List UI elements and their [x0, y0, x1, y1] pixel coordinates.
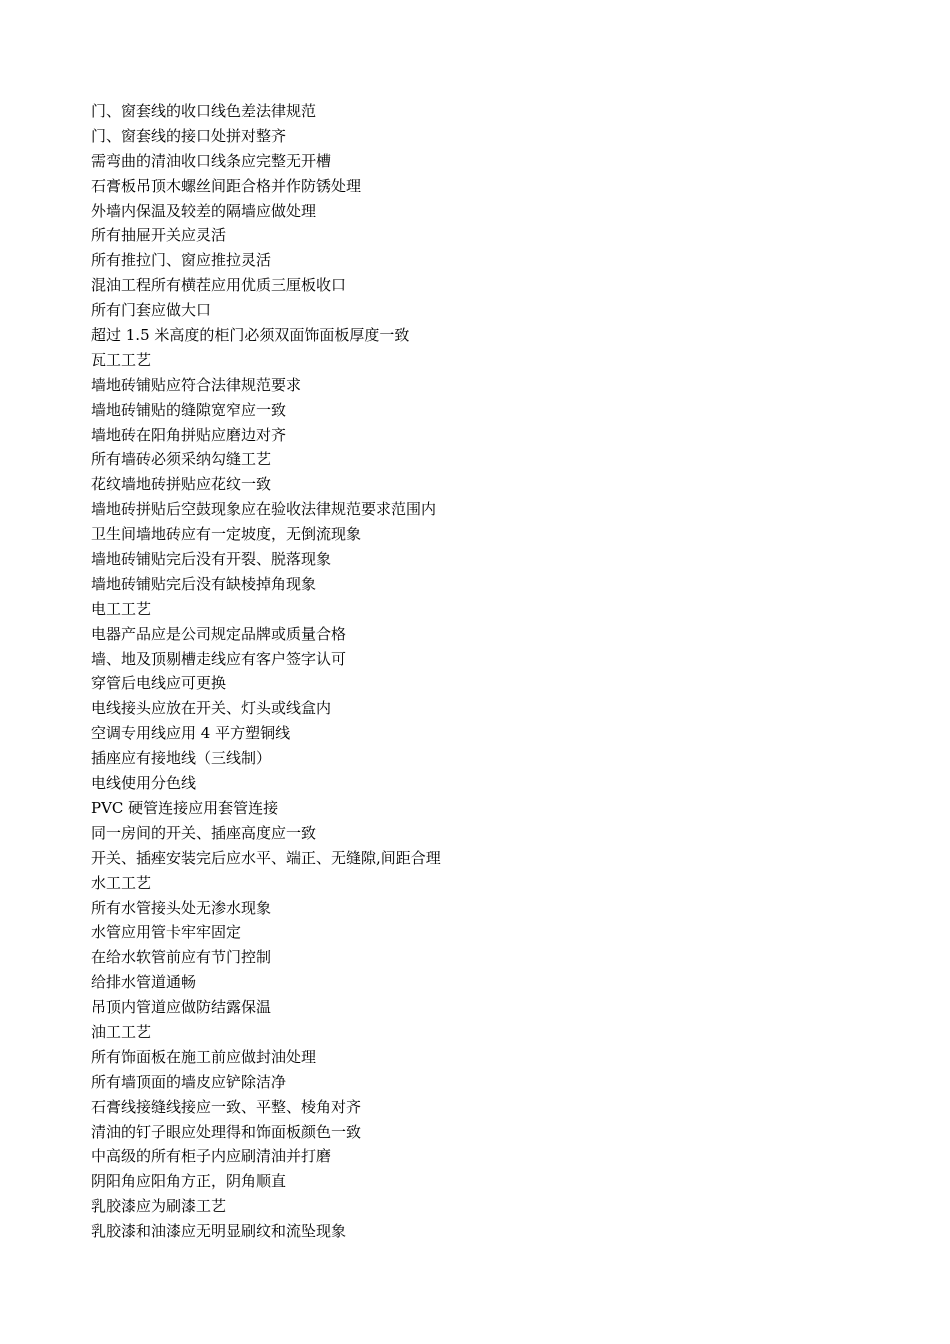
text-line: 墙地砖铺贴的缝隙宽窄应一致	[91, 400, 287, 419]
text-line: 门、窗套线的收口线色差法律规范	[91, 102, 317, 120]
text-line: PVC 硬管连接应用套管连接	[91, 798, 279, 817]
text-line: 穿管后电线应可更换	[91, 674, 227, 693]
text-line: 墙地砖铺贴完后没有开裂、脱落现象	[91, 550, 332, 569]
text-line: 电工工艺	[91, 599, 152, 618]
text-line: 门、窗套线的接口处拼对整齐	[91, 126, 287, 145]
text-line: 瓦工工艺	[91, 350, 152, 369]
text-line: 所有墙顶面的墙皮应铲除洁净	[91, 1072, 287, 1091]
text-line: 所有饰面板在施工前应做封油处理	[91, 1047, 317, 1066]
text-line: 清油的钉子眼应处理得和饰面板颜色一致	[91, 1122, 362, 1141]
text-line: 油工工艺	[91, 1022, 152, 1041]
text-line: 所有门套应做大口	[91, 301, 212, 320]
text-lines	[91, 99, 441, 1244]
text-line: 在给水软管前应有节门控制	[91, 948, 272, 967]
text-line: 电线接头应放在开关、灯头或线盒内	[91, 699, 332, 718]
text-line: 阴阳角应阳角方正，阴角顺直	[91, 1172, 287, 1191]
text-line: 所有墙砖必须采纳勾缝工艺	[91, 450, 272, 469]
text-line: 超过 1.5 米高度的柜门必须双面饰面板厚度一致	[91, 326, 410, 345]
text-line: 石膏板吊顶木螺丝间距合格并作防锈处理	[91, 176, 362, 195]
text-line: 墙地砖在阳角拼贴应磨边对齐	[91, 425, 287, 444]
text-line: 石膏线接缝线接应一致、平整、棱角对齐	[91, 1097, 362, 1116]
text-line: 外墙内保温及较差的隔墙应做处理	[91, 201, 317, 220]
text-line: 花纹墙地砖拼贴应花纹一致	[91, 475, 272, 494]
text-line: 开关、插痤安装完后应水平、端正、无缝隙,间距合理	[91, 848, 441, 867]
text-line: 电线使用分色线	[91, 774, 197, 793]
text-line: 水管应用管卡牢牢固定	[91, 923, 242, 942]
text-line: 所有抽屉开关应灵活	[91, 226, 227, 245]
text-line: 所有推拉门、窗应推拉灵活	[91, 251, 272, 270]
text-line: 电器产品应是公司规定品牌或质量合格	[91, 624, 347, 643]
text-line: 需弯曲的清油收口线条应完整无开槽	[91, 151, 332, 170]
text-line: 同一房间的开关、插座高度应一致	[91, 823, 317, 842]
text-line: 中高级的所有柜子内应刷清油并打磨	[91, 1147, 332, 1166]
text-line: 空调专用线应用 4 平方塑铜线	[91, 724, 291, 743]
text-line: 墙地砖铺贴完后没有缺棱掉角现象	[91, 574, 317, 593]
text-line: 混油工程所有横茬应用优质三厘板收口	[91, 276, 347, 295]
text-line: 水工工艺	[91, 873, 152, 892]
text-line: 给排水管道通畅	[91, 973, 197, 992]
text-line: 墙、地及顶剔槽走线应有客户签字认可	[91, 649, 347, 668]
text-line: 乳胶漆和油漆应无明显刷纹和流坠现象	[91, 1222, 347, 1241]
text-line: 墙地砖拼贴后空鼓现象应在验收法律规范要求范围内	[91, 500, 437, 519]
text-line: 插座应有接地线（三线制）	[91, 749, 272, 768]
text-line: 乳胶漆应为刷漆工艺	[91, 1197, 227, 1216]
text-line: 卫生间墙地砖应有一定坡度，无倒流现象	[91, 525, 362, 544]
text-line: 所有水管接头处无渗水现象	[91, 898, 272, 917]
text-line: 吊顶内管道应做防结露保温	[91, 998, 272, 1017]
text-line: 墙地砖铺贴应符合法律规范要求	[91, 375, 302, 394]
